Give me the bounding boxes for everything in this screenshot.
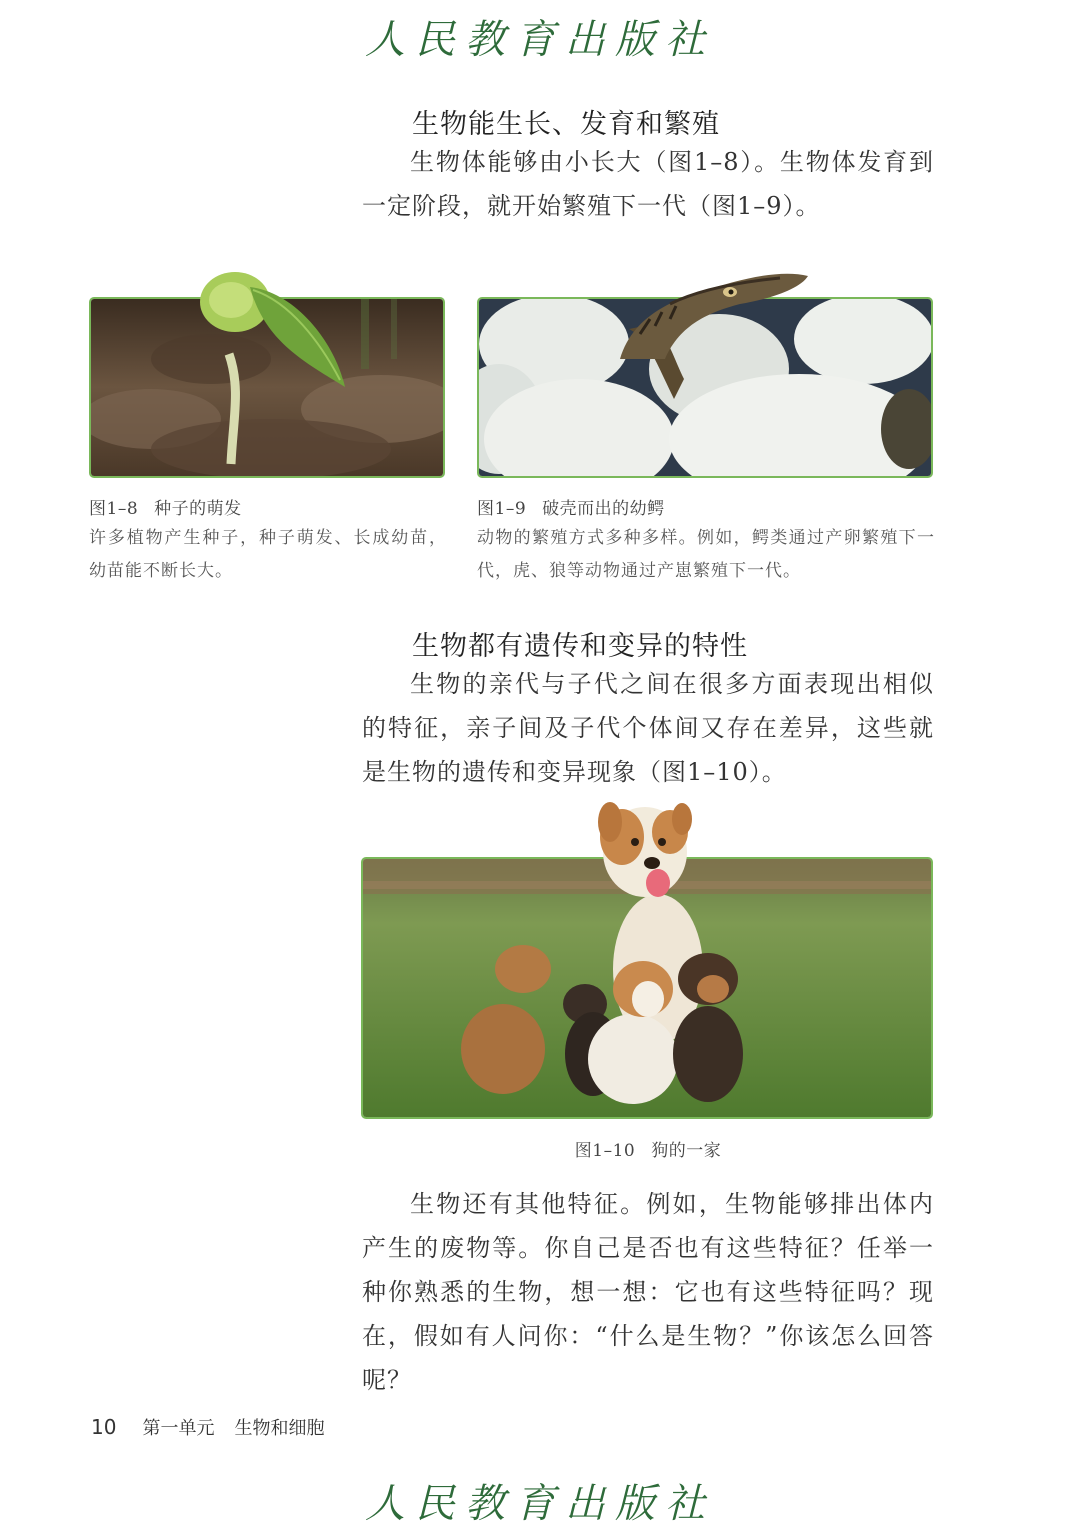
figure-number: 图1–10 bbox=[574, 1141, 636, 1161]
figure-number: 图1–9 bbox=[477, 499, 527, 519]
section-heading-heredity: 生物都有遗传和变异的特性 bbox=[412, 631, 748, 662]
unit-title: 生物和细胞 bbox=[234, 1418, 325, 1439]
figure-caption-1-8 bbox=[89, 494, 242, 519]
figure-title: 狗的一家 bbox=[651, 1141, 722, 1161]
sprout-leaves-graphic bbox=[195, 262, 355, 392]
baby-crocodile-graphic bbox=[610, 264, 815, 374]
figure-title: 破壳而出的幼鳄 bbox=[542, 499, 665, 519]
paragraph-text: 生物的亲代与子代之间在很多方面表现出相似的特征，亲子间及子代个体间又存在差异，这些就是生物的遗传和变异现象（图1–10）。 bbox=[362, 670, 934, 786]
unit-label: 第一单元 bbox=[142, 1418, 215, 1439]
closing-paragraph bbox=[362, 1182, 934, 1402]
figure-caption-1-9 bbox=[477, 494, 665, 519]
paragraph-text: 生物体能够由小长大（图1–8）。生物体发育到一定阶段，就开始繁殖下一代（图1–9）。 bbox=[362, 148, 934, 220]
publisher-watermark-top: 人民教育出版社 bbox=[365, 17, 715, 63]
publisher-watermark-bottom: 人民教育出版社 bbox=[365, 1481, 715, 1527]
page-footer bbox=[91, 1414, 324, 1440]
figure-caption-1-10 bbox=[0, 1136, 1080, 1161]
section-heading-growth: 生物能生长、发育和繁殖 bbox=[412, 109, 720, 140]
section-paragraph-heredity bbox=[362, 662, 934, 794]
mother-dog-head-graphic bbox=[590, 797, 700, 907]
figure-title: 种子的萌发 bbox=[154, 499, 242, 519]
figure-description-1-9: 动物的繁殖方式多种多样。例如，鳄类通过产卵繁殖下一代，虎、狼等动物通过产崽繁殖下一代。 bbox=[477, 528, 935, 581]
paragraph-text: 生物还有其他特征。例如，生物能够排出体内产生的废物等。你自己是否也有这些特征？任举一种你熟悉的生物，想一想：它也有这些特征吗？现在，假如有人问你：“什么是生物？”你该怎么回答呢？ bbox=[362, 1190, 934, 1394]
section-paragraph-growth bbox=[362, 140, 934, 228]
figure-description-1-8: 许多植物产生种子，种子萌发、长成幼苗，幼苗能不断长大。 bbox=[89, 528, 447, 581]
page-number: 10 bbox=[91, 1415, 117, 1439]
figure-number: 图1–8 bbox=[89, 499, 139, 519]
